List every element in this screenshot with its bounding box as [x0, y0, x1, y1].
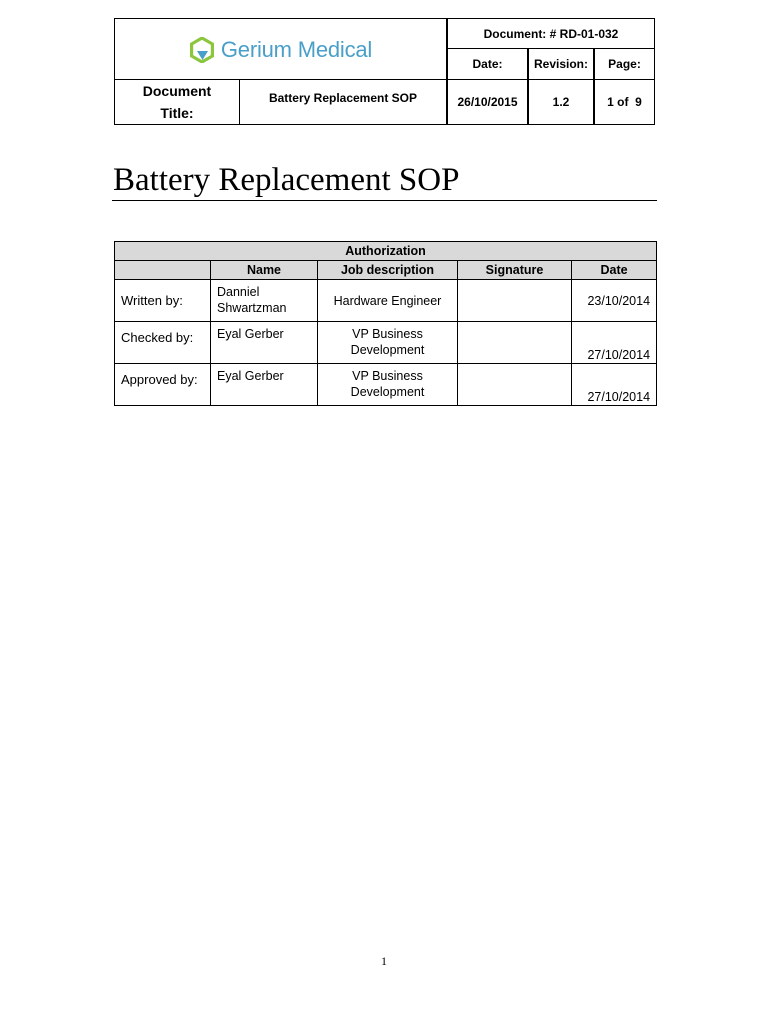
- column-header-name: Name: [211, 261, 318, 280]
- job-cell: VP Business Development: [318, 322, 458, 364]
- authorization-table: [114, 241, 657, 406]
- document-number: Document: # RD-01-032: [483, 26, 619, 41]
- name-cell: Eyal Gerber: [211, 322, 318, 364]
- role-cell: Approved by:: [115, 364, 211, 406]
- column-header-date: Date: [572, 261, 657, 280]
- table-row: [115, 322, 657, 364]
- table-row: [115, 280, 657, 322]
- company-name: Gerium Medical: [220, 36, 373, 62]
- date-label: Date:: [472, 57, 503, 71]
- signature-cell: [458, 322, 572, 364]
- column-header: [115, 261, 211, 280]
- table-header-row: [115, 261, 657, 280]
- page-label: Page:: [608, 57, 641, 71]
- footer-page-number: 1: [381, 954, 387, 968]
- name-cell: Eyal Gerber: [211, 364, 318, 406]
- column-header-job: Job description: [318, 261, 458, 280]
- table-row: [115, 364, 657, 406]
- date-cell: 27/10/2014: [572, 364, 657, 406]
- title-underline: [112, 200, 657, 201]
- signature-cell: [458, 280, 572, 322]
- date-cell: 27/10/2014: [572, 322, 657, 364]
- role-cell: Checked by:: [115, 322, 211, 364]
- revision-value: 1.2: [552, 95, 570, 109]
- column-header-signature: Signature: [458, 261, 572, 280]
- page-title: Battery Replacement SOP: [113, 162, 460, 198]
- authorization-caption-row: [115, 242, 657, 261]
- job-cell: VP Business Development: [318, 364, 458, 406]
- document-title-value: Battery Replacement SOP: [268, 91, 418, 105]
- name-cell: Danniel Shwartzman: [211, 280, 318, 322]
- document-title-label: Document Title:: [142, 83, 212, 121]
- gerium-logo-icon: [189, 37, 215, 63]
- document-date-value: 26/10/2015: [457, 95, 518, 109]
- job-cell: Hardware Engineer: [318, 280, 458, 322]
- revision-label: Revision:: [533, 57, 588, 71]
- document-header: [114, 18, 655, 125]
- company-logo: [115, 19, 446, 80]
- date-cell: 23/10/2014: [572, 280, 657, 322]
- signature-cell: [458, 364, 572, 406]
- page-value: 1 of 9: [607, 95, 642, 109]
- role-cell: Written by:: [115, 280, 211, 322]
- authorization-caption: Authorization: [115, 242, 657, 261]
